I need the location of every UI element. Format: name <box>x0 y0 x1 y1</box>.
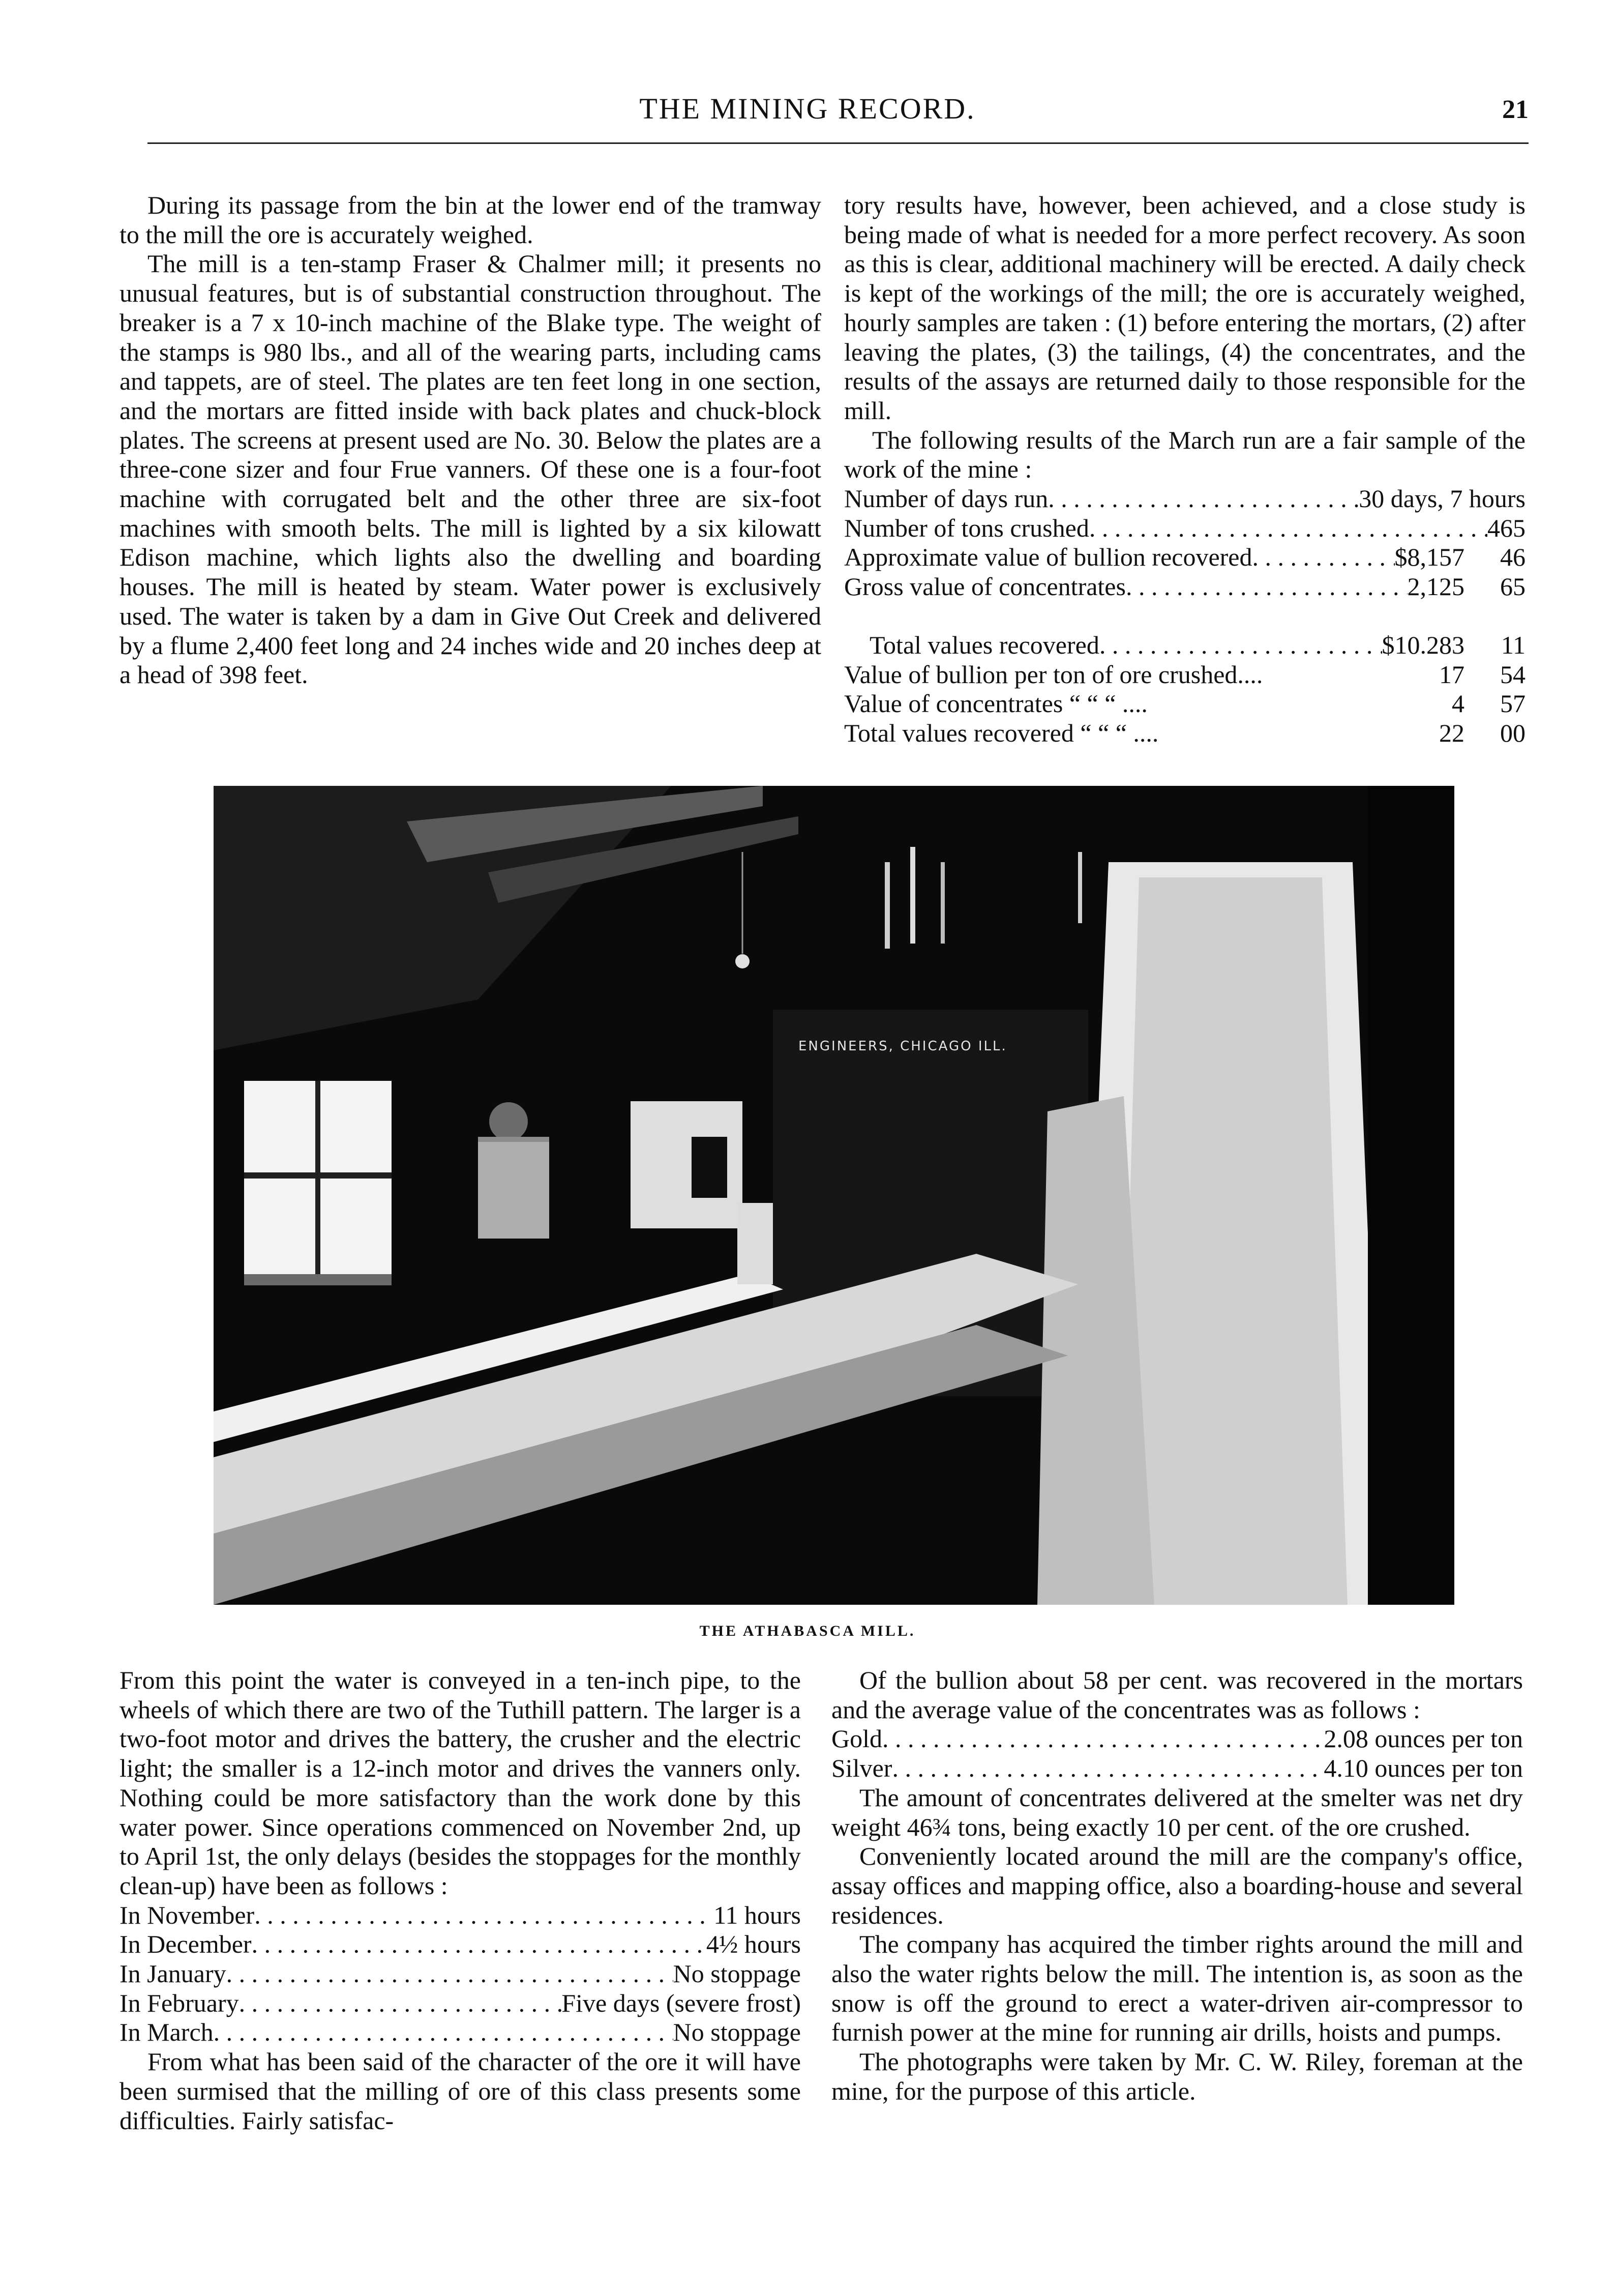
row-label: Gross value of concentrates <box>844 572 1126 601</box>
delay-row <box>119 1989 801 2018</box>
per-ton-row <box>844 660 1526 690</box>
dot-leader <box>226 1959 673 1989</box>
row-value: 30 days, 7 hours <box>1359 484 1526 513</box>
journal-title: THE MINING RECORD. <box>639 92 976 125</box>
delay-row <box>119 2018 801 2047</box>
row-value: 4½ hours <box>706 1930 801 1959</box>
paragraph: The photographs were taken by Mr. C. W. Riley, foreman at the mine, for the purpose of this article. <box>831 2047 1523 2105</box>
row-value: No stoppage <box>673 2018 801 2047</box>
header-rule <box>147 142 1529 144</box>
paragraph: The following results of the March run are a fair sample of the work of the mine : <box>844 425 1526 484</box>
paragraph: From what has been said of the character of the ore it will have been surmised that the milling of ore of this class presents some difficulties. Fairly satisfac- <box>119 2047 801 2135</box>
mill-interior-illustration <box>214 786 1454 1605</box>
dot-leader <box>1099 631 1382 660</box>
row-amount: 17 <box>1439 660 1464 689</box>
dot-leader <box>892 1754 1324 1783</box>
paragraph: The mill is a ten-stamp Fraser & Chalmer mill; it presents no unusual features, but is of substantial construction throughout. The breaker is a 7 x 10-inch machine of the Blake type. The weight of the stamps is 980 lbs., and all of the wearing parts, including cams and tappets, are of steel. The plates are ten feet long in one section, and the mortars are fitted inside with back plates and chuck-block plates. The screens at present used are No. 30. Below the plates are a three-cone sizer and four Frue vanners. Of these one is a four-foot machine with corrugated belt and the other three are six-foot machines with smooth belts. The mill is lighted by a six kilowatt Edison machine, which lights also the dwelling and boarding houses. The mill is heated by steam. Water power is exclusively used. The water is taken by a dam in Give Out Creek and delivered by a flume 2,400 feet long and 24 inches wide and 20 inches deep at a head of 398 feet. <box>119 249 821 689</box>
row-label: Approximate value of bullion recovered <box>844 543 1252 572</box>
run-row <box>844 514 1526 543</box>
row-label: Number of days run <box>844 484 1049 513</box>
total-row <box>844 631 1526 660</box>
row-cents: 11 <box>1501 630 1526 659</box>
per-ton-row <box>844 689 1526 719</box>
row-label: Value of bullion per ton of ore crushed.... <box>844 660 1263 689</box>
row-cents: 46 <box>1500 543 1526 572</box>
photo-caption: THE ATHABASCA MILL. <box>699 1623 916 1639</box>
row-label: Number of tons crushed <box>844 513 1089 542</box>
row-cents: 57 <box>1500 689 1526 718</box>
right-column-bottom <box>831 1666 1523 2106</box>
row-amount: 10.283 <box>1394 630 1464 659</box>
dot-leader <box>1252 543 1395 572</box>
row-amount: 22 <box>1439 718 1464 747</box>
row-value: Five days (severe frost) <box>561 1988 801 2017</box>
row-value: 465 <box>1487 513 1526 542</box>
money-row <box>844 572 1526 602</box>
run-row <box>844 484 1526 514</box>
paragraph: tory results have, however, been achieved, and a close study is being made of what is needed for a more perfect recovery. As soon as this is clear, additional machinery will be erected. A daily check is kept of the workings of the mill; the ore is accurately weighed, hourly samples are taken : (1) before entering the mortars, (2) after leaving the plates, (3) the tailings, (4) the concentrates, and the results of the assays are returned daily to those responsible for the mill. <box>844 191 1526 425</box>
dot-leader <box>214 2018 673 2047</box>
row-value: 4.10 ounces per ton <box>1324 1754 1523 1783</box>
row-label: Total values recovered <box>870 630 1099 659</box>
row-label: In February <box>119 1988 239 2017</box>
row-label: In December <box>119 1930 252 1959</box>
row-amount: 8,157 <box>1407 543 1464 572</box>
money-row <box>844 543 1526 572</box>
row-amount: 2,125 <box>1407 572 1464 601</box>
paragraph: The company has acquired the timber rights around the mill and also the water rights below the mill. The intention is, as soon as the snow is off the ground to erect a water-driven air-compressor to furnish power at the mine for running air drills, hoists and pumps. <box>831 1930 1523 2047</box>
row-cents: 54 <box>1500 660 1526 689</box>
dot-leader <box>252 1930 706 1959</box>
dot-leader <box>1126 572 1408 602</box>
paragraph: The amount of concentrates delivered at the smelter was net dry weight 46¾ tons, being exactly 10 per cent. of the ore crushed. <box>831 1783 1523 1841</box>
page-header <box>0 92 1615 153</box>
dot-leader <box>239 1989 562 2018</box>
dot-leader <box>1048 484 1359 514</box>
row-cents: 65 <box>1500 572 1526 601</box>
wall-lettering: ENGINEERS, CHICAGO ILL. <box>798 1039 1007 1054</box>
row-value: 2.08 ounces per ton <box>1324 1724 1523 1753</box>
dot-leader <box>882 1724 1324 1754</box>
delay-row <box>119 1959 801 1989</box>
row-label: In March <box>119 2018 214 2047</box>
delay-row <box>119 1930 801 1959</box>
paragraph: During its passage from the bin at the lower end of the tramway to the mill the ore is accurately weighed. <box>119 191 821 249</box>
row-cents: 00 <box>1500 718 1526 747</box>
paragraph: From this point the water is conveyed in a ten-inch pipe, to the wheels of which there are two of the Tuthill pattern. The larger is a two-foot motor and drives the battery, the crusher and the electric light; the smaller is a 12-inch motor and drives the vanners only. Nothing could be more satisfactory than the work done by this water power. Since operations commenced on November 2nd, up to April 1st, the only delays (besides the stoppages for the monthly clean-up) have been as follows : <box>119 1666 801 1900</box>
row-label: Value of concentrates “ “ “ .... <box>844 689 1148 718</box>
row-label: In November <box>119 1900 255 1929</box>
row-value: No stoppage <box>673 1959 801 1988</box>
dot-leader <box>254 1901 713 1930</box>
row-label: Silver <box>831 1754 892 1783</box>
right-column-top <box>844 191 1526 748</box>
mill-photograph <box>214 786 1454 1605</box>
left-column-bottom <box>119 1666 801 2135</box>
row-amount: 4 <box>1452 689 1464 718</box>
page-number: 21 <box>1502 95 1529 124</box>
paragraph: Conveniently located around the mill are the company's office, assay offices and mapping office, also a boarding-house and several residences. <box>831 1842 1523 1929</box>
delay-row <box>119 1901 801 1930</box>
dot-leader <box>1089 514 1487 543</box>
assay-row <box>831 1754 1523 1783</box>
assay-row <box>831 1724 1523 1754</box>
row-label: In January <box>119 1959 226 1988</box>
paragraph: Of the bullion about 58 per cent. was recovered in the mortars and the average value of the concentrates was as follows : <box>831 1666 1523 1724</box>
spacer <box>844 602 1526 631</box>
row-value: 11 hours <box>713 1900 801 1929</box>
row-label: Gold <box>831 1724 882 1753</box>
row-label: Total values recovered “ “ “ .... <box>844 718 1159 747</box>
left-column-top <box>119 191 821 690</box>
currency-sign: $ <box>1382 630 1395 659</box>
per-ton-row <box>844 719 1526 748</box>
currency-sign: $ <box>1394 543 1408 572</box>
